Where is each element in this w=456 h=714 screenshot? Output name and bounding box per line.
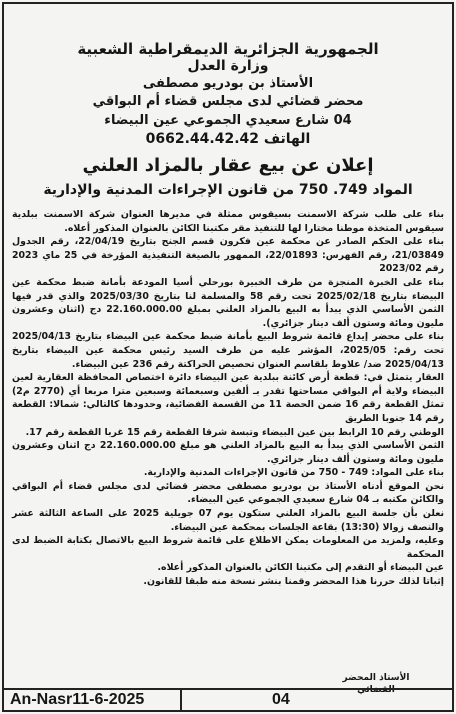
republic-header: الجمهورية الجزائرية الديمقراطية الشعبية xyxy=(77,40,379,58)
signature-line-2: القضائي xyxy=(357,685,395,695)
ministry-header: وزارة العدل xyxy=(187,58,269,74)
notice-body xyxy=(12,208,444,589)
paragraph-property: العقار يتمثل في: قطعة أرض كائنة ببلدية عين البيضاء دائرة اختصاص المحافظة العقارية لعين البيضاء ولاية أم البواقي مساحتها تقدر بـ ألفين وسبعمائة وسبعين مترا مربعا أي (2770 م2) تمثل القطعة رقم 16 ضمن الحصة 11 من القسمة الفضائية، وحدودها كالتالي: شمالا: القطعة رقم 14 جنوبا الطريق xyxy=(12,372,444,424)
footer-bar xyxy=(4,688,452,710)
paragraph-session: نعلن بأن جلسة البيع بالمزاد العلني ستكون يوم 07 جويلية 2025 على الساعة الثالثة عشر والنصف زوالا (13:30) بقاعة الجلسات بمحكمة عين البيضاء. xyxy=(12,508,445,533)
paragraph-boundaries: الوطني رقم 10 الرابط بين عين البيضاء وتبسة شرقا القطعة رقم 15 غربا القطعة رقم 17. xyxy=(25,426,444,438)
phone-label: الهاتف xyxy=(263,131,311,147)
bailiff-office: محضر قضائي لدى مجلس قضاء أم البواقي xyxy=(92,94,364,109)
paragraph-signatory: نحن الموقع أدناه الأستاذ بن بودريو مصطفى محضر قضائي لدى مجلس قضاء أم البواقي والكائن مكتبه بـ 04 شارع سعيدي الجموعي عين البيضاء. xyxy=(12,480,444,506)
paragraph-expertise: بناء على الخبرة المنجزة من طرف الخبيرة بورحلي أسيا المودعة بأمانة ضبط محكمة عين البيضاء بتاريخ 2025/02/18 تحت رقم 58 والمسلمة لنا بتاريخ 2025/03/30 والذي قدر فيها الثمن الأساسي الذي يبدأ به البيع بالمزاد العلني بمبلغ 22.160.000.00 دج (اثنان وعشرون مليون ومائة وستون ألف دينار جزائري). xyxy=(12,276,444,329)
page-number: 04 xyxy=(272,691,290,708)
bailiff-name: الأستاذ بن بودريو مصطفى xyxy=(142,76,314,91)
paragraph-articles: بناء على المواد: 749 - 750 من قانون الإجراءات المدنية والإدارية. xyxy=(143,467,444,479)
paragraph-closing: إثباتا لذلك حررنا هذا المحضر وقمنا بنشر نسخة منه طبقا للقانون. xyxy=(143,576,444,588)
paragraph-base-price: الثمن الأساسي الذي يبدأ به البيع بالمزاد العلني هو مبلغ 22.160.000.00 دج اثنان وعشرون مليون ومائة وستون ألف دينار جزائري. xyxy=(12,440,445,465)
notice-title: إعلان عن بيع عقار بالمزاد العلني xyxy=(82,155,374,176)
office-address: 04 شارع سعيدي الجموعي عين البيضاء xyxy=(104,113,352,128)
paragraph-info: وعليه، ولمزيد من المعلومات يمكن الاطلاع على قائمة شروط البيع بالاتصال بكتابة الضبط لدى المحكمة xyxy=(12,535,444,560)
phone-number: 0662.44.42.42 xyxy=(145,131,259,147)
paragraph-judgment: بناء على الحكم الصادر عن محكمة عين فكرون قسم الجنح بتاريخ 22/04/19، رقم الجدول 21/03849، رقم الفهرس: 22/01893، الممهور بالصيغة التنفيذية المؤرخة في 25 ماي 2023 رقم 2023/02 xyxy=(12,236,444,275)
paragraph-deposit: بناء على محضر إيداع قائمة شروط البيع بأمانة ضبط محكمة عين البيضاء بتاريخ 2025/04/13 تحت رقم: 2025/05، المؤشر عليه من طرف السيد رئيس محكمة عين البيضاء بتاريخ 2025/04/13 ضد/ علاوط بلقاسم العنوان تحصيص الحراكتة رقم 236 عين البيضاء. xyxy=(12,331,445,370)
phone-line xyxy=(0,131,456,147)
paragraph-request: بناء على طلب شركة الاسمنت بسيقوس ممثلة في مديرها العنوان شركة الاسمنت ببلدية سيقوس المتخذة موطنا مختارا لها للتنفيذ مقر مكتبنا الكائن بالعنوان المذكور أعلاه. xyxy=(12,209,444,234)
publication-ref: An-Nasr11-6-2025 xyxy=(4,690,182,710)
paragraph-contact: عين البيضاء أو التقدم إلى مكتبنا الكائن بالعنوان المذكور أعلاه. xyxy=(157,562,444,574)
notice-subtitle: المواد 749. 750 من قانون الإجراءات المدنية والإدارية xyxy=(43,182,413,198)
signature-line-1: الأستاذ المحضر xyxy=(342,673,410,683)
